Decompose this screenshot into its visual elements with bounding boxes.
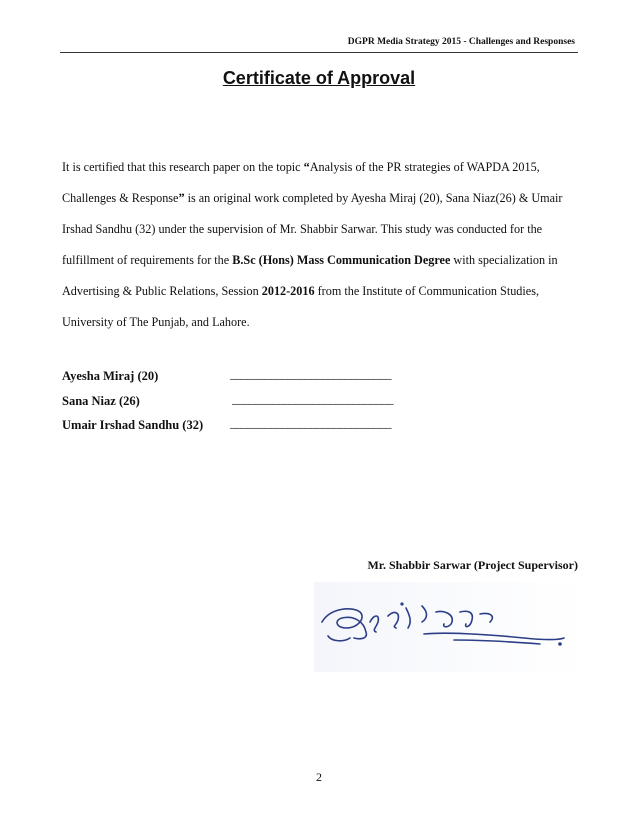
paragraph-line-3: Irshad Sandhu (32) under the supervision of Mr. Shabbir Sarwar. This study was conducted for the xyxy=(62,222,543,236)
paragraph-line-5: Advertising & Public Relations, Session 2012-2016 from the Institute of Communication Studies, xyxy=(62,284,539,298)
handwritten-signature-icon xyxy=(314,582,584,672)
running-header xyxy=(60,30,578,53)
supervisor-name: Mr. Shabbir Sarwar (Project Supervisor) xyxy=(367,558,578,572)
signatory-name: Sana Niaz (26) xyxy=(62,394,140,408)
signatory-name: Umair Irshad Sandhu (32) xyxy=(62,418,204,432)
page-number: 2 xyxy=(316,770,322,784)
supervisor-signature xyxy=(314,582,584,672)
page-title: Certificate of Approval xyxy=(222,68,416,88)
signature-line: ____________________________ xyxy=(230,416,391,430)
running-header-title: DGPR Media Strategy 2015 - Challenges and Responses xyxy=(347,37,575,47)
paragraph-line-1: It is certified that this research paper on the topic “Analysis of the PR strategies of WAPDA 2015, xyxy=(62,160,540,174)
signature-line: ____________________________ xyxy=(230,367,391,381)
paragraph-line-2: Challenges & Response” is an original work completed by Ayesha Miraj (20), Sana Niaz(26) & Umair xyxy=(62,191,563,205)
paragraph-line-4: fulfillment of requirements for the B.Sc (Hons) Mass Communication Degree with specialization in xyxy=(62,253,558,267)
session-years: 2012-2016 xyxy=(261,284,315,298)
signatory-name: Ayesha Miraj (20) xyxy=(62,369,159,383)
paragraph-line-6: University of The Punjab, and Lahore. xyxy=(62,315,250,329)
certificate-paragraph xyxy=(62,152,578,338)
degree-name: B.Sc (Hons) Mass Communication Degree xyxy=(232,253,451,267)
signature-line: ____________________________ xyxy=(232,392,393,406)
